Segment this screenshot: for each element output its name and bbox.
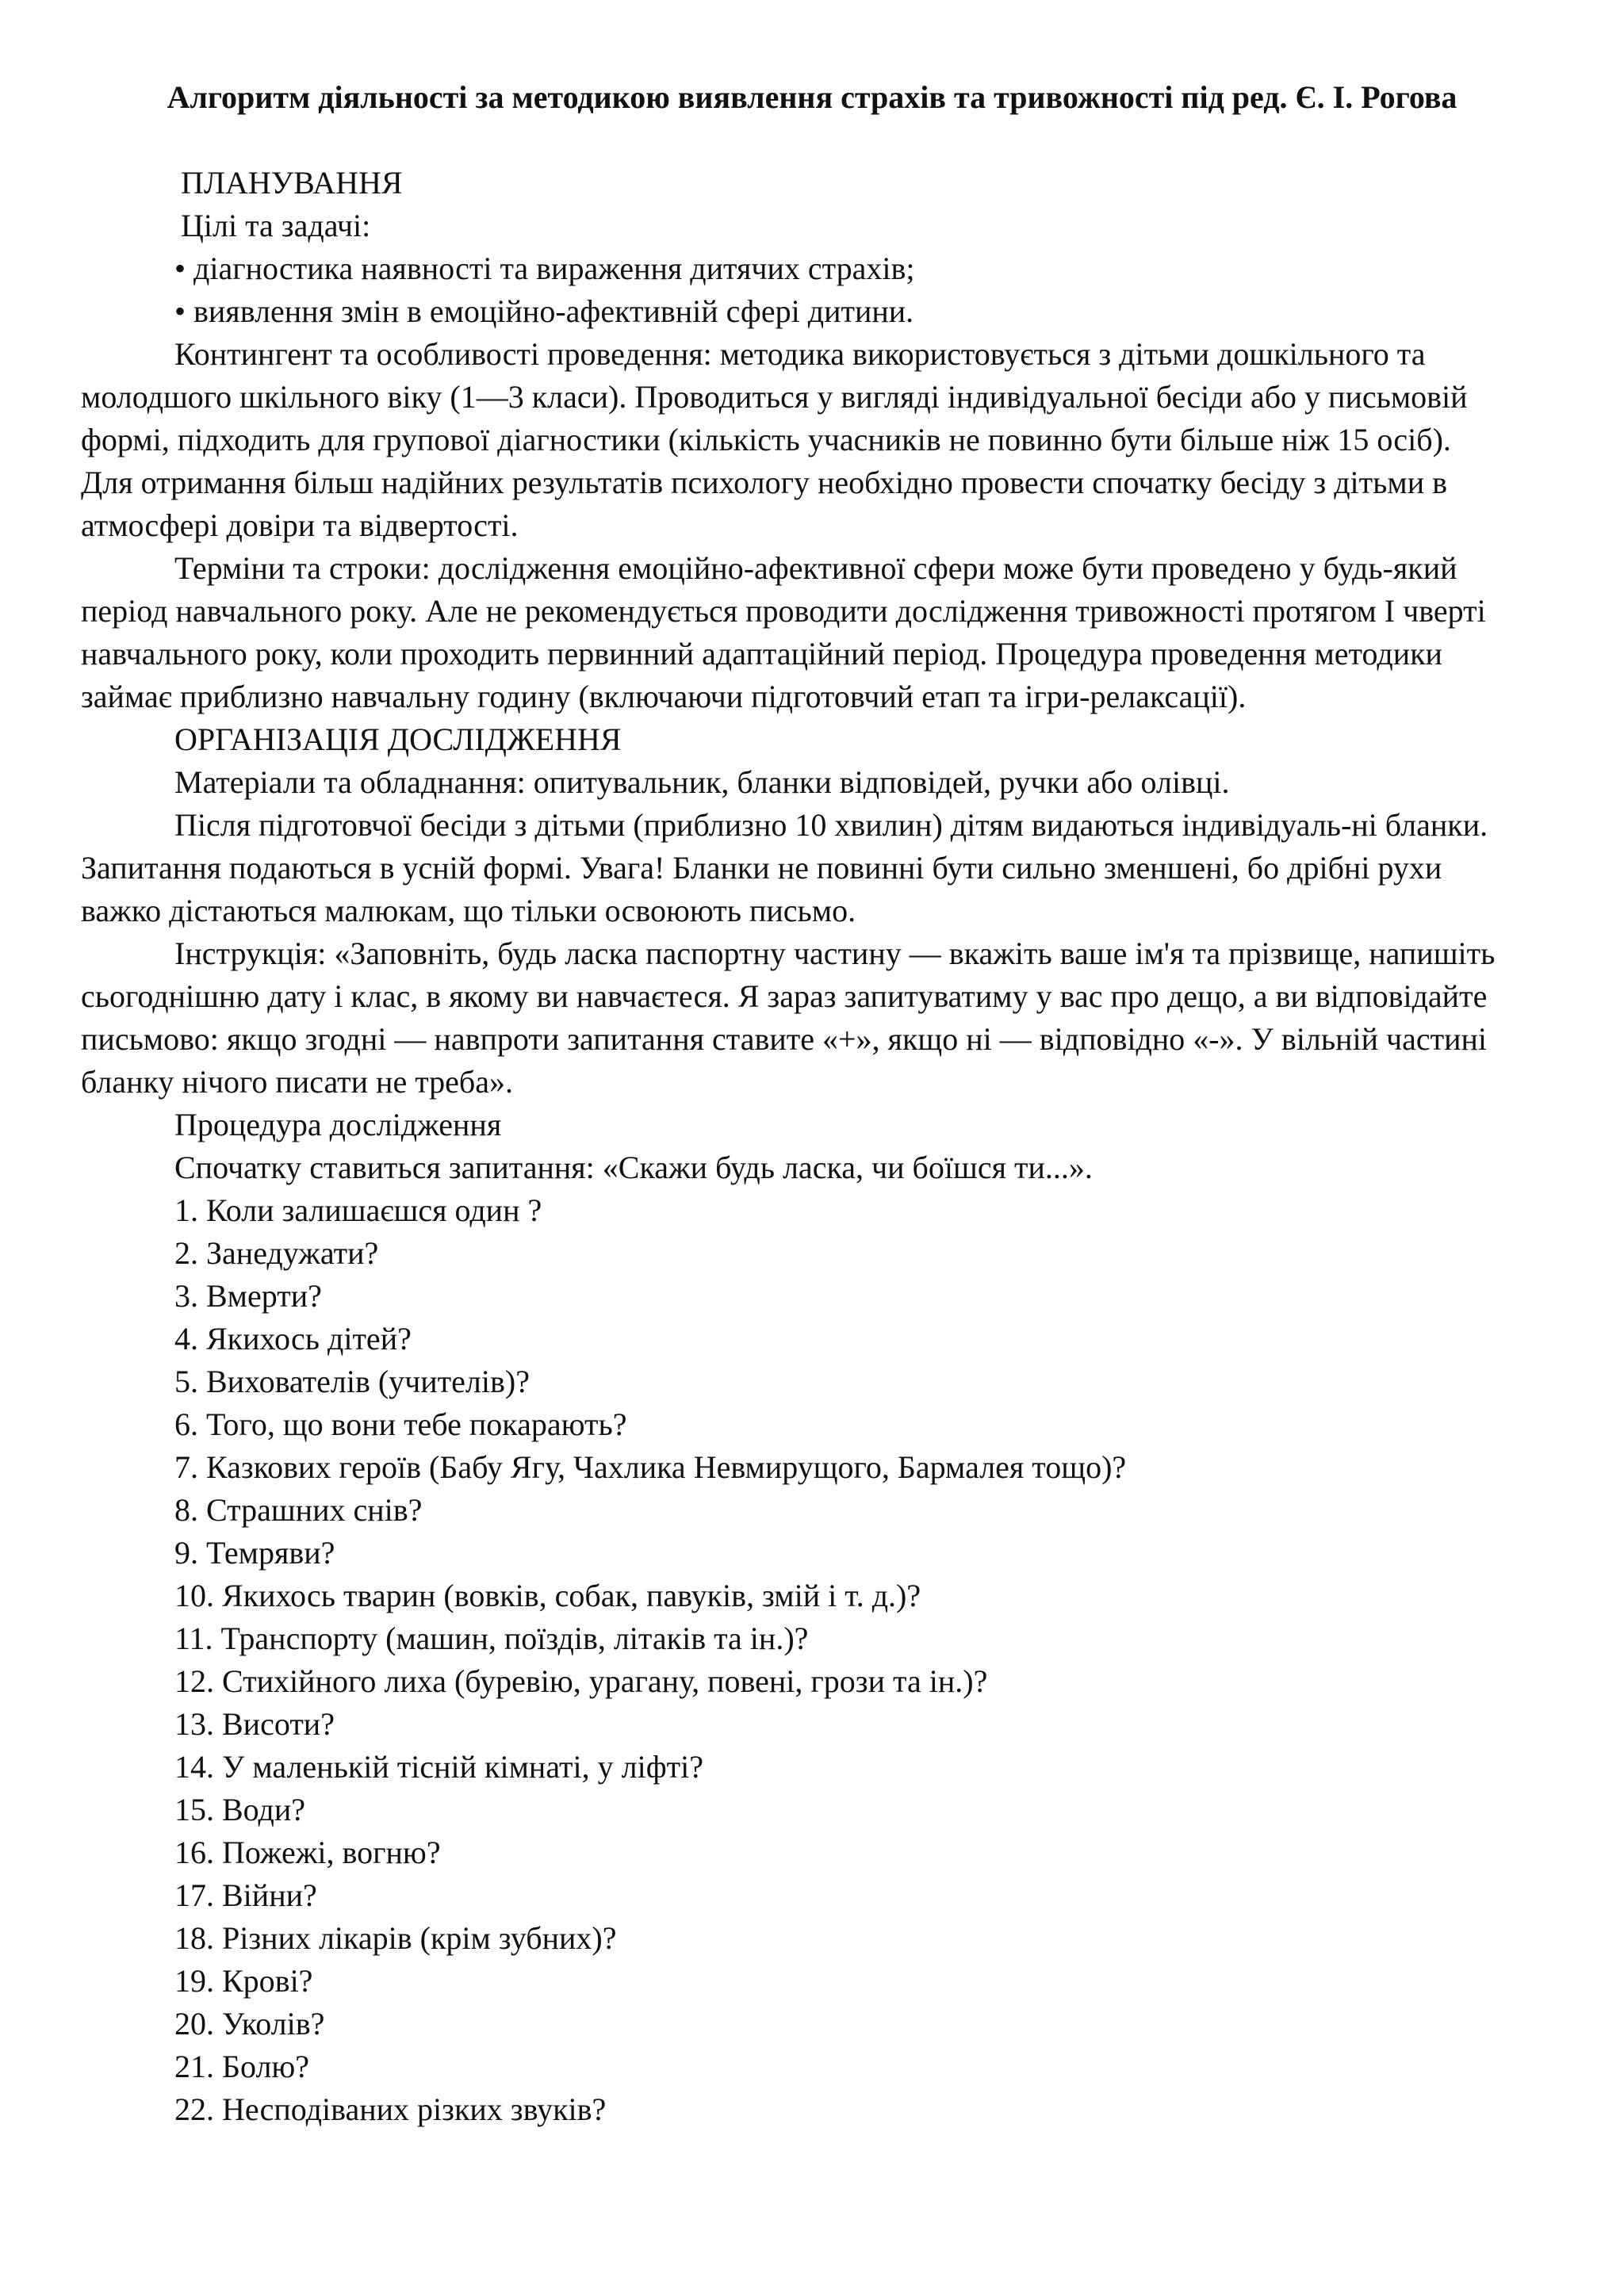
after-line: важко дістаються малюкам, що тільки освоюють письмо. bbox=[81, 893, 856, 928]
terms-line: займає приблизно навчальну годину (включаючи підготовчий етап та ігри-релаксації). bbox=[81, 679, 1247, 714]
instruction-line: письмово: якщо згодні — навпроти запитання ставите «+», якщо ні — відповідно «-». У вільній частині bbox=[81, 1021, 1488, 1057]
question-item: 21. Болю? bbox=[174, 2049, 310, 2084]
question-item: 6. Того, що вони тебе покарають? bbox=[174, 1406, 627, 1442]
materials-line: Матеріали та обладнання: опитувальник, бланки відповідей, ручки або олівці. bbox=[174, 764, 1230, 800]
instruction-line: бланку нічого писати не треба». bbox=[81, 1064, 514, 1100]
document-title: Алгоритм діяльності за методикою виявлення страхів та тривожності під ред. Є. І. Рогова bbox=[167, 79, 1457, 115]
question-item: 10. Якихось тварин (вовків, собак, павуків, змій і т. д.)? bbox=[174, 1578, 921, 1613]
question-item: 17. Війни? bbox=[174, 1877, 317, 1913]
goals-label: Цілі та задачі: bbox=[181, 208, 371, 243]
question-item: 2. Занедужати? bbox=[174, 1235, 379, 1271]
terms-line: період навчального року. Але не рекомендується проводити дослідження тривожності протягом І чверті bbox=[81, 593, 1486, 629]
questions-list bbox=[81, 1189, 1546, 2131]
question-item: 9. Темряви? bbox=[174, 1535, 335, 1571]
question-item: 14. У маленькій тісній кімнаті, у ліфті? bbox=[174, 1749, 703, 1785]
question-item: 13. Висоти? bbox=[174, 1706, 335, 1742]
question-item: 7. Казкових героїв (Бабу Ягу, Чахлика Невмирущого, Бармалея тощо)? bbox=[174, 1449, 1127, 1485]
question-item: 8. Страшних снів? bbox=[174, 1492, 423, 1528]
question-item: 12. Стихійного лиха (буревію, урагану, повені, грози та ін.)? bbox=[174, 1663, 988, 1699]
terms-line: навчального року, коли проходить первинний адаптаційний період. Процедура проведення методики bbox=[81, 636, 1442, 672]
after-line: Запитання подаються в усній формі. Увага! Бланки не повинні бути сильно зменшені, бо дрібні рухи bbox=[81, 850, 1442, 886]
instruction-line: Інструкція: «Заповніть, будь ласка паспортну частину — вкажіть ваше ім'я та прізвище, напишіть bbox=[174, 936, 1496, 971]
question-item: 15. Води? bbox=[174, 1792, 306, 1827]
terms-line: Терміни та строки: дослідження емоційно-афективної сфери може бути проведено у будь-який bbox=[174, 550, 1457, 586]
procedure-heading: Процедура дослідження bbox=[174, 1107, 502, 1142]
question-item: 3. Вмерти? bbox=[174, 1278, 322, 1314]
question-item: 18. Різних лікарів (крім зубних)? bbox=[174, 1920, 617, 1956]
question-item: 22. Несподіваних різких звуків? bbox=[174, 2091, 607, 2127]
organization-heading: ОРГАНІЗАЦІЯ ДОСЛІДЖЕННЯ bbox=[174, 721, 622, 757]
planning-heading: ПЛАНУВАННЯ bbox=[181, 165, 403, 201]
question-item: 1. Коли залишаєшся один ? bbox=[174, 1192, 542, 1228]
procedure-intro: Спочатку ставиться запитання: «Скажи будь ласка, чи боїшся ти...». bbox=[174, 1150, 1093, 1185]
document-body bbox=[81, 162, 1546, 2131]
question-item: 11. Транспорту (машин, поїздів, літаків та ін.)? bbox=[174, 1621, 809, 1656]
goal-item: • виявлення змін в емоційно-афективній сфері дитини. bbox=[174, 293, 914, 329]
goal-item: • діагностика наявності та вираження дитячих страхів; bbox=[174, 251, 915, 286]
contingent-line: атмосфері довіри та відвертості. bbox=[81, 507, 519, 543]
instruction-line: сьогоднішню дату і клас, в якому ви навчаєтеся. Я зараз запитуватиму у вас про дещо, а ви відповідайте bbox=[81, 978, 1488, 1014]
question-item: 4. Якихось дітей? bbox=[174, 1321, 412, 1357]
after-line: Після підготовчої бесіди з дітьми (приблизно 10 хвилин) дітям видаються індивідуаль-ні бланки. bbox=[174, 807, 1488, 843]
contingent-line: Контингент та особливості проведення: методика використовується з дітьми дошкільного та bbox=[174, 336, 1426, 372]
question-item: 5. Вихователів (учителів)? bbox=[174, 1364, 530, 1399]
question-item: 16. Пожежі, вогню? bbox=[174, 1835, 441, 1870]
question-item: 20. Уколів? bbox=[174, 2006, 325, 2042]
contingent-line: молодшого шкільного віку (1—3 класи). Проводиться у вигляді індивідуальної бесіди або у письмовій bbox=[81, 379, 1468, 415]
question-item: 19. Крові? bbox=[174, 1963, 313, 1999]
contingent-line: Для отримання більш надійних результатів психологу необхідно провести спочатку бесіду з дітьми в bbox=[81, 465, 1447, 500]
contingent-line: формі, підходить для групової діагностики (кількість учасників не повинно бути більше ніж 15 осіб). bbox=[81, 422, 1451, 457]
